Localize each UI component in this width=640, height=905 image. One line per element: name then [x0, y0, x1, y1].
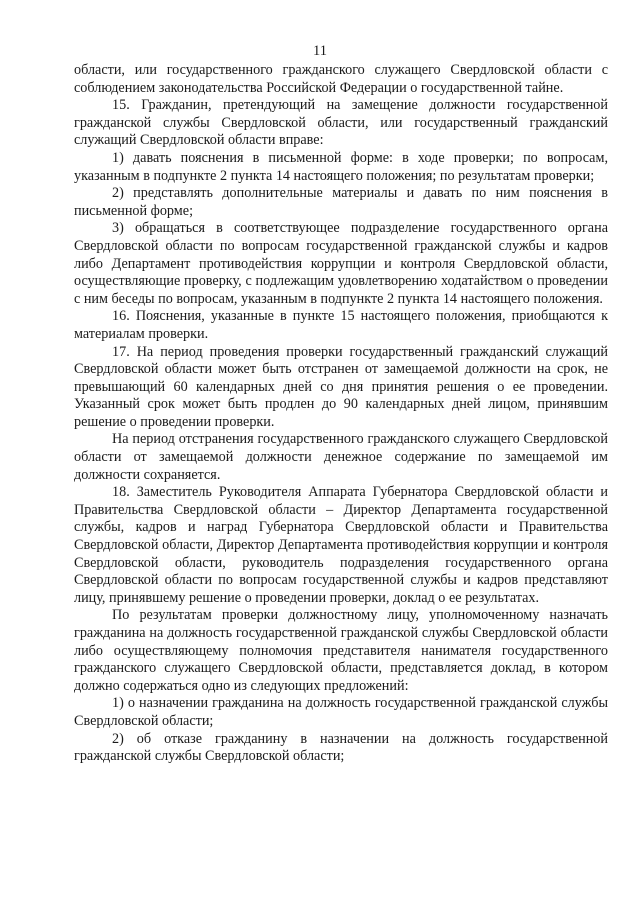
document-body: [74, 62, 608, 766]
paragraph: На период отстранения государственного гражданского служащего Свердловской области от замещаемой должности денежное содержание по замещаемой им должности сохраняется.: [74, 431, 608, 483]
paragraph: 3) обращаться в соответствующее подразделение государственного органа Свердловской области по вопросам государственной гражданской службы и кадров либо Департамент противодействия коррупции и контроля Свердловской области, осуществляющие проверку, с подлежащим удовлетворению ходатайством о проведении с ним беседы по вопросам, указанным в подпункте 2 пункта 14 настоящего положения.: [74, 220, 608, 307]
paragraph: 1) о назначении гражданина на должность государственной гражданской службы Свердловской области;: [74, 695, 608, 729]
paragraph: 15. Гражданин, претендующий на замещение должности государственной гражданской службы Свердловской области, или государственный гражданский служащий Свердловской области вправе:: [74, 97, 608, 149]
paragraph: области, или государственного гражданского служащего Свердловской области с соблюдением законодательства Российской Федерации о государственной тайне.: [74, 62, 608, 96]
page-number: 11: [313, 43, 327, 59]
paragraph: 17. На период проведения проверки государственный гражданский служащий Свердловской области может быть отстранен от замещаемой должности на срок, не превышающий 60 календарных дней со дня принятия решения о ее проведении. Указанный срок может быть продлен до 90 календарных дней лицом, принявшим решение о проведении проверки.: [74, 343, 608, 430]
paragraph: 1) давать пояснения в письменной форме: в ходе проверки; по вопросам, указанным в подпункте 2 пункта 14 настоящего положения; по результатам проверки;: [74, 149, 608, 184]
paragraph: 2) об отказе гражданину в назначении на должность государственной гражданской службы Свердловской области;: [74, 730, 608, 765]
paragraph: По результатам проверки должностному лицу, уполномоченному назначать гражданина на должность государственной гражданской службы Свердловской области либо осуществляющему полномочия представителя нанимателя государственного гражданского служащего Свердловской области, представляется доклад, в котором должно содержаться одно из следующих предложений:: [74, 607, 608, 694]
paragraph: 18. Заместитель Руководителя Аппарата Губернатора Свердловской области и Правительства Свердловской области – Директор Департамента государственной службы, кадров и наград Губернатора Свердловской области и Правительства Свердловской области, Директор Департамента противодействия коррупции и контроля Свердловской области, руководитель подразделения государственного органа Свердловской области по вопросам государственной службы и кадров представляют лицу, принявшему решение о проведении проверки, доклад о ее результатах.: [74, 484, 608, 606]
paragraph: 16. Пояснения, указанные в пункте 15 настоящего положения, приобщаются к материалам проверки.: [74, 308, 608, 342]
paragraph: 2) представлять дополнительные материалы и давать по ним пояснения в письменной форме;: [74, 185, 608, 219]
